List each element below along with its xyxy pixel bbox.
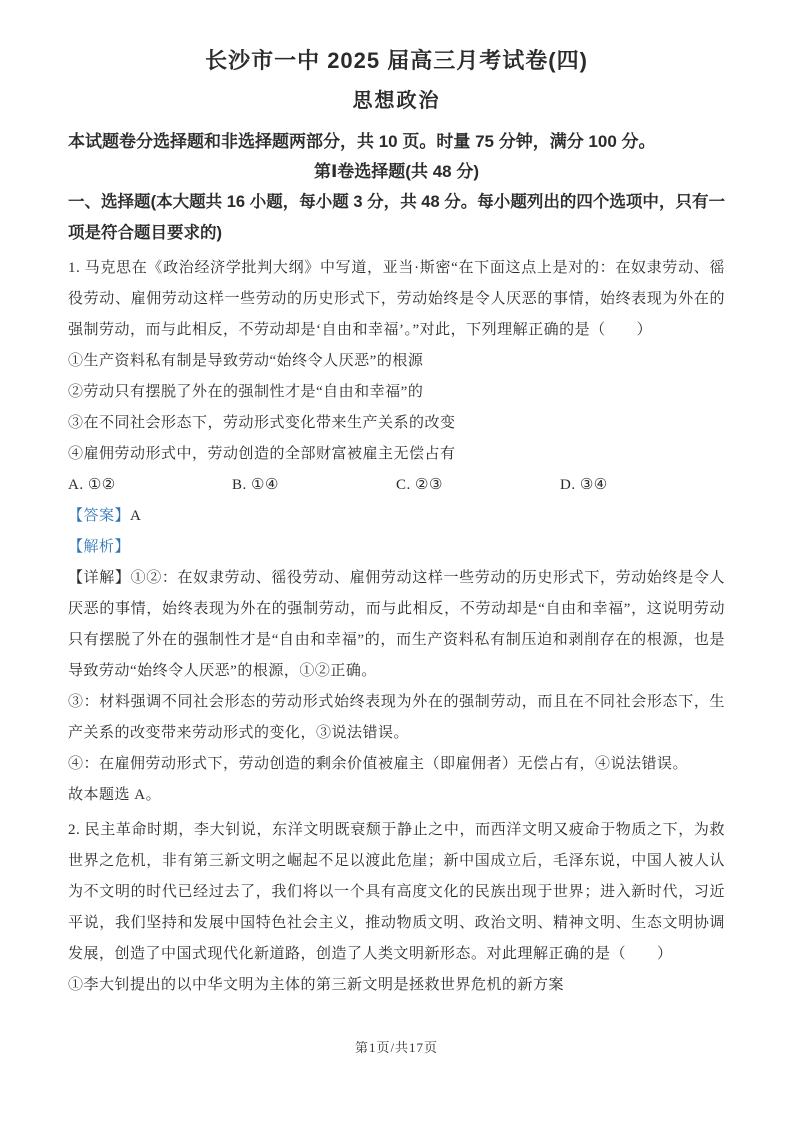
question1-choice-row <box>68 470 725 501</box>
question1-conclusion: 故本题选 A。 <box>68 787 162 803</box>
question1-option-2: ②劳动只有摆脱了外在的强制性才是“自由和幸福”的 <box>68 384 424 400</box>
choice-a: A. ①② <box>68 477 116 493</box>
answer-value: A <box>130 508 142 524</box>
choice-b: B. ①④ <box>232 477 279 493</box>
analysis-label: 【解析】 <box>68 539 131 555</box>
page-title: 长沙市一中 2025 届高三月考试卷(四) <box>205 48 588 73</box>
subject-title: 思想政治 <box>352 90 441 112</box>
page-number-indicator: 第1页/共17页 <box>354 1040 439 1055</box>
exam-instructions: 本试题卷分选择题和非选择题两部分，共 10 页。时量 75 分钟，满分 100 分。 <box>68 132 656 151</box>
question1-detail-paragraph-3: ④：在雇佣劳动形式下，劳动创造的剩余价值被雇主（即雇佣者）无偿占有，④说法错误。 <box>68 756 689 772</box>
part1-header: 第Ⅰ卷选择题(共 48 分) <box>313 162 479 181</box>
question1-detail-paragraph-2: ③：材料强调不同社会形态的劳动形式始终表现为外在的强制劳动，而且在不同社会形态下，生产关系的改变带来劳动形式的变化，③说法错误。 <box>68 694 725 741</box>
question1-answer-line <box>68 501 725 532</box>
question1-option-3: ③在不同社会形态下，劳动形式变化带来生产关系的改变 <box>68 415 456 431</box>
question1-detail-paragraph-1 <box>68 563 725 687</box>
section1-header: 一、选择题(本大题共 16 小题，每小题 3 分，共 48 分。每小题列出的四个选项中，只有一项是符合题目要求的) <box>68 193 725 242</box>
answer-label: 【答案】 <box>68 508 131 524</box>
question1-option-1: ①生产资料私有制是导致劳动“始终令人厌恶”的根源 <box>68 353 424 369</box>
question1-stem: 1. 马克思在《政治经济学批判大纲》中写道，亚当·斯密“在下面这点上是对的：在奴隶劳动、徭役劳动、雇佣劳动这样一些劳动的历史形式下，劳动始终是令人厌恶的事情，始终表现为外在的强制劳动，而与此相反，不劳动却是‘自由和幸福’。”对此，下列理解正确的是（ ） <box>68 260 725 338</box>
choice-d: D. ③④ <box>560 477 608 493</box>
detail-label: 【详解】 <box>68 570 131 586</box>
question2-stem: 2. 民主革命时期，李大钊说，东洋文明既衰颓于静止之中，而西洋文明又疲命于物质之下，为救世界之危机，非有第三新文明之崛起不足以渡此危崖；新中国成立后，毛泽东说，中国人被人认为不文明的时代已经过去了，我们将以一个具有高度文化的民族出现于世界；进入新时代，习近平说，我们坚持和发展中国特色社会主义，推动物质文明、政治文明、精神文明、生态文明协调发展，创造了中国式现代化新道路，创造了人类文明新形态。对此理解正确的是（ ） <box>68 822 725 962</box>
question1-option-4: ④雇佣劳动形式中，劳动创造的全部财富被雇主无偿占有 <box>68 446 456 462</box>
choice-c: C. ②③ <box>396 477 443 493</box>
question1-analysis-line <box>68 532 725 563</box>
detail-text-1: ①②：在奴隶劳动、徭役劳动、雇佣劳动这样一些劳动的历史形式下，劳动始终是令人厌恶的事情，始终表现为外在的强制劳动，而与此相反，不劳动却是“自由和幸福”，这说明劳动只有摆脱了外在的强制性才是“自由和幸福”的，而生产资料私有制压迫和剥削存在的根源，也是导致劳动“始终令人厌恶”的根源，①②正确。 <box>68 570 725 679</box>
question2-option-1: ①李大钊提出的以中华文明为主体的第三新文明是拯救世界危机的新方案 <box>68 977 565 993</box>
